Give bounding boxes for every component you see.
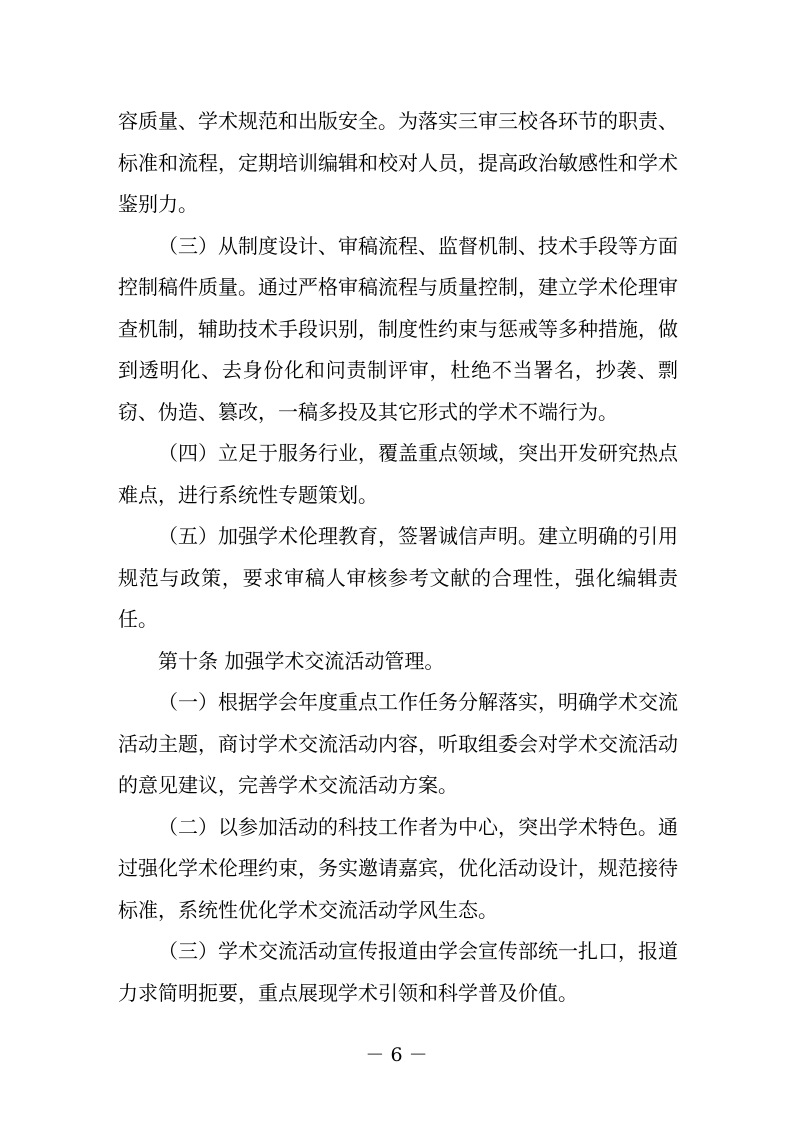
article-10-heading: 第十条 加强学术交流活动管理。 <box>158 648 445 673</box>
paragraph-item-1-planning: （一）根据学会年度重点工作任务分解落实，明确学术交流活动主题，商讨学术交流活动内容，听取组委会对学术交流活动的意见建议，完善学术交流活动方案。 <box>118 690 678 797</box>
paragraph-item-5-ethics: （五）加强学术伦理教育，签署诚信声明。建立明确的引用规范与政策，要求审稿人审核参考文献的合理性，强化编辑责任。 <box>118 524 678 631</box>
document-body <box>118 101 678 1014</box>
paragraph-item-4-service: （四）立足于服务行业，覆盖重点领域，突出开发研究热点难点，进行系统性专题策划。 <box>118 441 678 507</box>
paragraph-continuation: 容质量、学术规范和出版安全。为落实三审三校各环节的职责、标准和流程，定期培训编辑和校对人员，提高政治敏感性和学术鉴别力。 <box>118 109 678 216</box>
paragraph-item-2-participants: （二）以参加活动的科技工作者为中心，突出学术特色。通过强化学术伦理约束，务实邀请嘉宾，优化活动设计，规范接待标准，系统性优化学术交流活动学风生态。 <box>118 814 678 922</box>
paragraph-item-3-quality-control: （三）从制度设计、审稿流程、监督机制、技术手段等方面控制稿件质量。通过严格审稿流程与质量控制，建立学术伦理审查机制，辅助技术手段识别，制度性约束与惩戒等多种措施，做到透明化、去身份化和问责制评审，杜绝不当署名，抄袭、剽窃、伪造、篡改，一稿多投及其它形式的学术不端行为。 <box>118 233 678 424</box>
paragraph-item-3-publicity: （三）学术交流活动宣传报道由学会宣传部统一扎口，报道力求简明扼要，重点展现学术引领和科学普及价值。 <box>118 939 678 1005</box>
page-number: － 6 － <box>365 1044 428 1066</box>
